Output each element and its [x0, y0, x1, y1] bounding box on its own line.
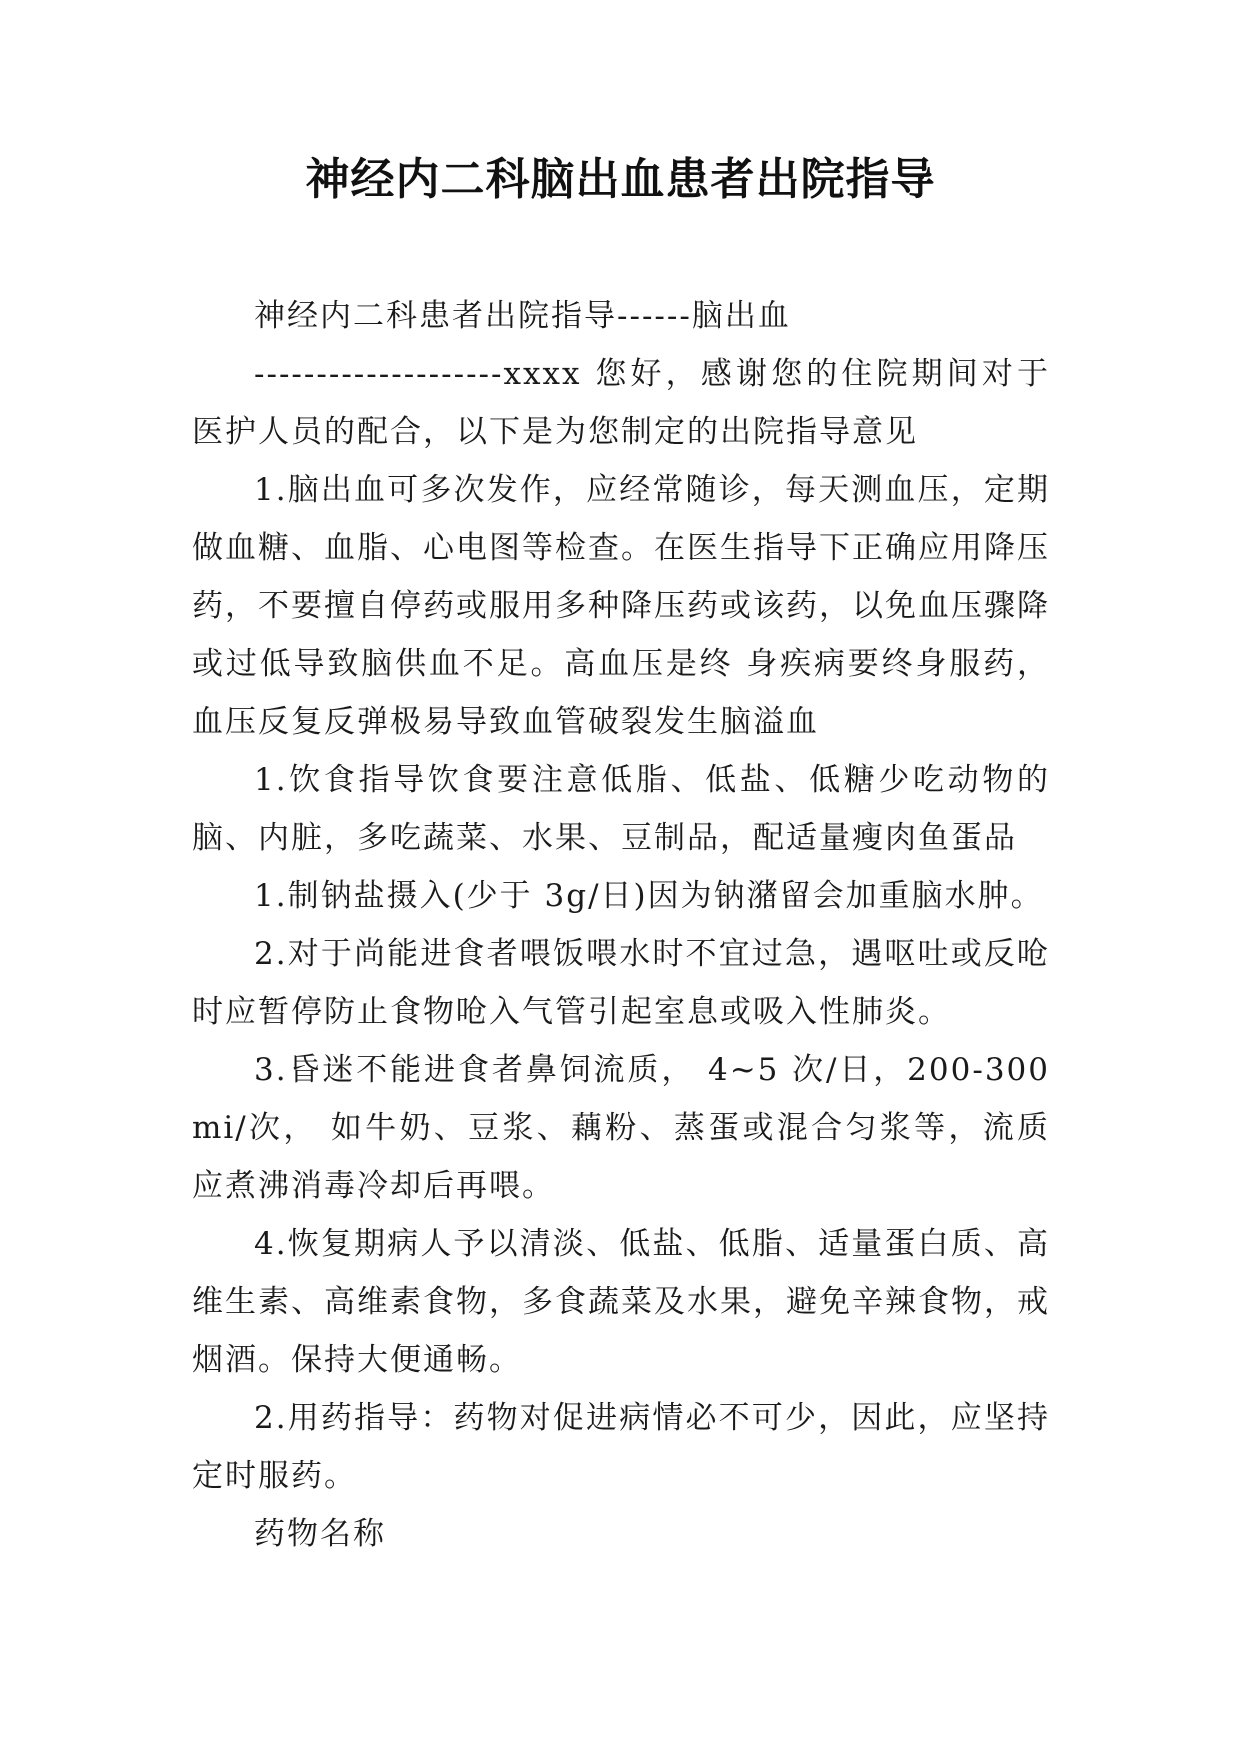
paragraph-item: 3.昏迷不能进食者鼻饲流质， 4~5 次/日，200-300mi/次， 如牛奶、豆浆、藕粉、蒸蛋或混合匀浆等，流质应煮沸消毒冷却后再喂。: [192, 1052, 1050, 1204]
paragraph-item: 1.饮食指导饮食要注意低脂、低盐、低糖少吃动物的脑、内脏，多吃蔬菜、水果、豆制品，配适量瘦肉鱼蛋品: [192, 762, 1050, 856]
document-body: [192, 287, 1050, 1563]
document-title: 神经内二科脑出血患者出院指导: [305, 154, 936, 205]
paragraph-heading-line: 神经内二科患者出院指导------脑出血: [254, 298, 791, 334]
paragraph-item: 4.恢复期病人予以清淡、低盐、低脂、适量蛋白质、高维生素、高维素食物，多食蔬菜及水果，避免辛辣食物，戒烟酒。保持大便通畅。: [192, 1226, 1050, 1378]
paragraph-item: 2.对于尚能进食者喂饭喂水时不宜过急，遇呕吐或反呛时应暂停防止食物呛入气管引起室息或吸入性肺炎。: [192, 936, 1050, 1030]
paragraph-item: 药物名称: [254, 1516, 386, 1552]
paragraph-item: 2.用药指导：药物对促进病情必不可少，因此，应坚持定时服药。: [192, 1400, 1050, 1494]
paragraph-greeting: --------------------xxxx 您好，感谢您的住院期间对于医护人员的配合，以下是为您制定的出院指导意见: [192, 356, 1050, 450]
paragraph-item: 1.制钠盐摄入(少于 3g/日)因为钠潴留会加重脑水肿。: [254, 878, 1044, 914]
paragraph-item: 1.脑出血可多次发作，应经常随诊，每天测血压，定期做血糖、血脂、心电图等检查。在医生指导下正确应用降压药，不要擅自停药或服用多种降压药或该药，以免血压骤降或过低导致脑供血不足。高血压是终 身疾病要终身服药，血压反复反弹极易导致血管破裂发生脑溢血: [192, 472, 1050, 740]
